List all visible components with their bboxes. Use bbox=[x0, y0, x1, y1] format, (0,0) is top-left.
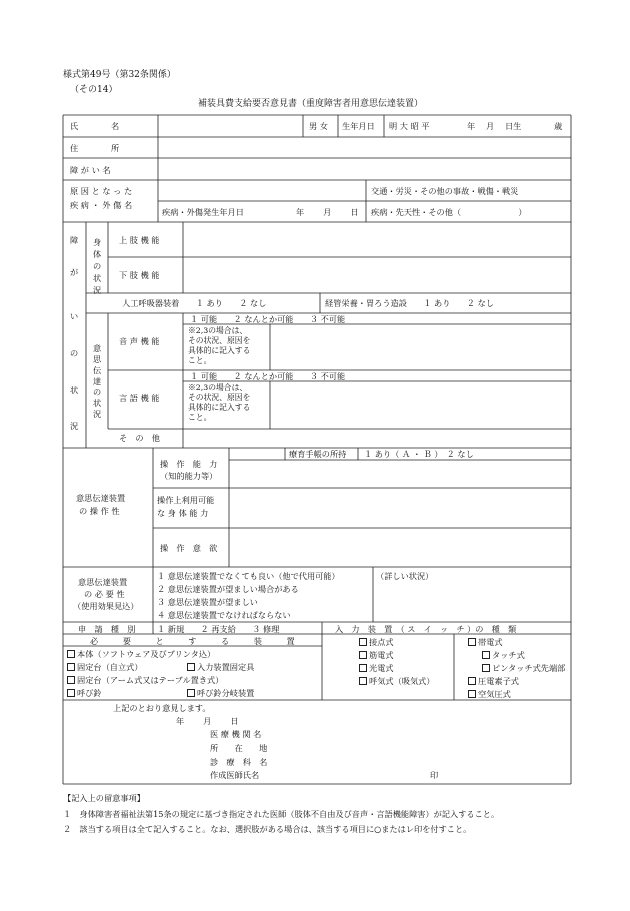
comm-label-6: 状 bbox=[93, 398, 102, 408]
name-label: 氏 名 bbox=[70, 121, 120, 131]
signature-statement: 上記のとおり意見します。 bbox=[113, 703, 211, 713]
required-device-label: 必 要 と す る 装 置 bbox=[90, 636, 295, 646]
comm-label-4: 達 bbox=[93, 376, 102, 386]
form-title: 補装具費支給要否意見書（重度障害者用意思伝達装置） bbox=[198, 99, 424, 109]
checkbox-icon[interactable] bbox=[468, 677, 476, 685]
disability-label: 障 が い 名 bbox=[70, 165, 111, 175]
upper-limb-label: 上 肢 機 能 bbox=[119, 235, 160, 245]
age-unit: 歳 bbox=[554, 121, 563, 131]
notes-item-1: １ 身体障害者福祉法第15条の規定に基づき指定された医師（肢体不自由及び音声・言語機能障害）が記入すること。 bbox=[63, 809, 500, 819]
operability-label-1: 意思伝達装置 bbox=[76, 493, 126, 503]
form-sub-number: （その14） bbox=[70, 85, 118, 95]
gender-options[interactable]: 男 女 bbox=[309, 121, 328, 131]
tube-feeding-options[interactable]: 経管栄養・胃ろう造設 １ あり ２ なし bbox=[325, 298, 494, 308]
switch-myoelectric[interactable]: 筋電式 bbox=[359, 651, 394, 659]
checkbox-icon[interactable] bbox=[468, 690, 476, 698]
lower-limb-label: 下 肢 機 能 bbox=[119, 270, 160, 280]
body-label-5: 況 bbox=[93, 285, 102, 295]
cause-label-1: 原 因 と な っ た bbox=[70, 186, 133, 196]
birthdate-format: 年 月 日生 bbox=[467, 121, 522, 131]
device-call-branch[interactable]: 呼び鈴分岐装置 bbox=[187, 689, 254, 697]
necessity-option-1[interactable]: １ 意思伝達装置でなくても良い（他で代用可能） bbox=[157, 571, 340, 581]
switch-breath[interactable]: 呼気式（吸気式） bbox=[359, 677, 435, 685]
comm-label-3: 伝 bbox=[93, 365, 102, 375]
language-note-2: その状況、原因を bbox=[188, 393, 251, 402]
necessity-option-4[interactable]: ４ 意思伝達装置でなければならない bbox=[157, 610, 291, 620]
switch-touch[interactable]: タッチ式 bbox=[482, 651, 525, 659]
location-label: 所 在 地 bbox=[210, 743, 268, 753]
checkbox-icon[interactable] bbox=[187, 663, 195, 671]
switch-contact[interactable]: 接点式 bbox=[359, 638, 394, 646]
necessity-option-2[interactable]: ２ 意思伝達装置が望ましい場合がある bbox=[157, 584, 299, 594]
checkbox-icon[interactable] bbox=[359, 638, 367, 646]
necessity-label-2: の 必 要 性 bbox=[84, 589, 125, 599]
onset-label: 疾病・外傷発生年月日 bbox=[162, 207, 244, 217]
seal-label: 印 bbox=[430, 770, 439, 780]
language-note-1: ※2,3の場合は、 bbox=[188, 383, 248, 392]
body-ability-label-1: 操作上利用可能 bbox=[157, 495, 215, 505]
institution-label: 医 療 機 関 名 bbox=[210, 729, 262, 739]
voice-function-label: 音 声 機 能 bbox=[119, 336, 160, 346]
birthdate-label: 生年月日 bbox=[342, 121, 375, 131]
voice-note-2: その状況、原因を bbox=[188, 336, 251, 345]
comm-label-2: 思 bbox=[93, 354, 102, 364]
condition-label-1: 障 bbox=[70, 235, 79, 245]
doctor-label: 作成医師氏名 bbox=[210, 770, 260, 780]
checkbox-icon[interactable] bbox=[482, 651, 490, 659]
body-label-4: 状 bbox=[93, 273, 102, 283]
intellectual-ability-label: （知的能力等） bbox=[160, 471, 218, 481]
language-function-label: 言 語 機 能 bbox=[119, 393, 160, 403]
address-label: 住 所 bbox=[70, 143, 120, 153]
condition-label-6: 況 bbox=[70, 421, 79, 431]
necessity-details-label: （詳しい状況） bbox=[376, 571, 434, 581]
checkbox-icon[interactable] bbox=[67, 650, 75, 658]
condition-label-3: い bbox=[70, 311, 79, 321]
device-call-bell[interactable]: 呼び鈴 bbox=[67, 689, 102, 697]
checkbox-icon[interactable] bbox=[359, 677, 367, 685]
form-number: 様式第49号（第32条関係） bbox=[63, 70, 176, 80]
checkbox-icon[interactable] bbox=[359, 651, 367, 659]
operability-label-2: の 操 作 性 bbox=[79, 506, 120, 516]
switch-charged[interactable]: 帯電式 bbox=[468, 638, 503, 646]
application-type-options[interactable]: １ 新規 ２ 再支給 ３ 修理 bbox=[157, 624, 280, 634]
device-stand-arm[interactable]: 固定台（アーム式又はテーブル置き式） bbox=[67, 676, 223, 684]
era-options[interactable]: 明 大 昭 平 bbox=[389, 121, 430, 131]
body-label-3: の bbox=[93, 261, 102, 271]
ventilator-options[interactable]: 人工呼吸器装着 １ あり ２ なし bbox=[122, 298, 267, 308]
comm-label-1: 意 bbox=[93, 343, 102, 353]
voice-options[interactable]: １ 可能 ２ なんとか可能 ３ 不可能 bbox=[190, 314, 346, 324]
input-device-label: 入 力 装 置 （ ス イ ッ チ ）の 種 類 bbox=[335, 624, 517, 634]
necessity-label-1: 意思伝達装置 bbox=[78, 577, 128, 587]
onset-date-format: 年 月 日 bbox=[296, 207, 359, 217]
device-input-fixture[interactable]: 入力装置固定具 bbox=[187, 663, 254, 671]
language-note-4: こと。 bbox=[188, 413, 212, 422]
notebook-label: 療育手帳の所持 bbox=[289, 449, 347, 459]
device-main-body[interactable]: 本体（ソフトウェア及びプリンタ込） bbox=[67, 650, 215, 658]
necessity-label-3: （使用効果見込） bbox=[73, 601, 139, 611]
checkbox-icon[interactable] bbox=[187, 689, 195, 697]
other-label: そ の 他 bbox=[119, 433, 160, 443]
notes-title: 【記入上の留意事項】 bbox=[63, 793, 145, 803]
motivation-label: 操 作 意 欲 bbox=[160, 543, 218, 553]
checkbox-icon[interactable] bbox=[359, 664, 367, 672]
switch-pin-touch[interactable]: ピンタッチ式先端部 bbox=[482, 664, 565, 672]
checkbox-icon[interactable] bbox=[67, 663, 75, 671]
department-label: 診 療 科 名 bbox=[210, 757, 268, 767]
checkbox-icon[interactable] bbox=[468, 638, 476, 646]
signature-date: 年 月 日 bbox=[176, 716, 239, 726]
comm-label-7: 況 bbox=[93, 409, 102, 419]
cause-label-2: 疾 病 ・ 外 傷 名 bbox=[70, 200, 133, 210]
operating-ability-label: 操 作 能 力 bbox=[160, 459, 218, 469]
cause-options-illness[interactable]: 疾病・先天性・その他（ ） bbox=[371, 207, 527, 217]
necessity-option-3[interactable]: ３ 意思伝達装置が望ましい bbox=[157, 597, 258, 607]
switch-piezo[interactable]: 圧電素子式 bbox=[468, 677, 519, 685]
checkbox-icon[interactable] bbox=[67, 676, 75, 684]
notes-item-2: ２ 該当する項目は全て記入すること。なお、選択肢がある場合は、該当する項目に○またはレ印を付すこと。 bbox=[63, 824, 472, 834]
condition-label-2: が bbox=[70, 267, 79, 277]
language-note-3: 具体的に記入する bbox=[188, 403, 251, 412]
comm-label-5: の bbox=[93, 387, 102, 397]
cause-options-accident[interactable]: 交通・労災・その他の事故・戦傷・戦災 bbox=[371, 186, 519, 196]
condition-label-5: 状 bbox=[70, 385, 79, 395]
checkbox-icon[interactable] bbox=[482, 664, 490, 672]
body-label-2: 体 bbox=[93, 249, 102, 259]
language-options[interactable]: １ 可能 ２ なんとか可能 ３ 不可能 bbox=[190, 371, 346, 381]
notebook-options[interactable]: １ あり（ Ａ ・ Ｂ ） ２ なし bbox=[364, 449, 474, 459]
condition-label-4: の bbox=[70, 348, 79, 358]
voice-note-1: ※2,3の場合は、 bbox=[188, 326, 248, 335]
body-label-1: 身 bbox=[93, 237, 102, 247]
body-ability-label-2: な 身 体 能 力 bbox=[157, 508, 209, 518]
switch-optical[interactable]: 光電式 bbox=[359, 664, 394, 672]
switch-air[interactable]: 空気圧式 bbox=[468, 690, 511, 698]
application-type-label: 申 請 種 別 bbox=[78, 624, 136, 634]
checkbox-icon[interactable] bbox=[67, 689, 75, 697]
device-stand-self[interactable]: 固定台（自立式） bbox=[67, 663, 143, 671]
voice-note-3: 具体的に記入する bbox=[188, 346, 251, 355]
voice-note-4: こと。 bbox=[188, 356, 212, 365]
